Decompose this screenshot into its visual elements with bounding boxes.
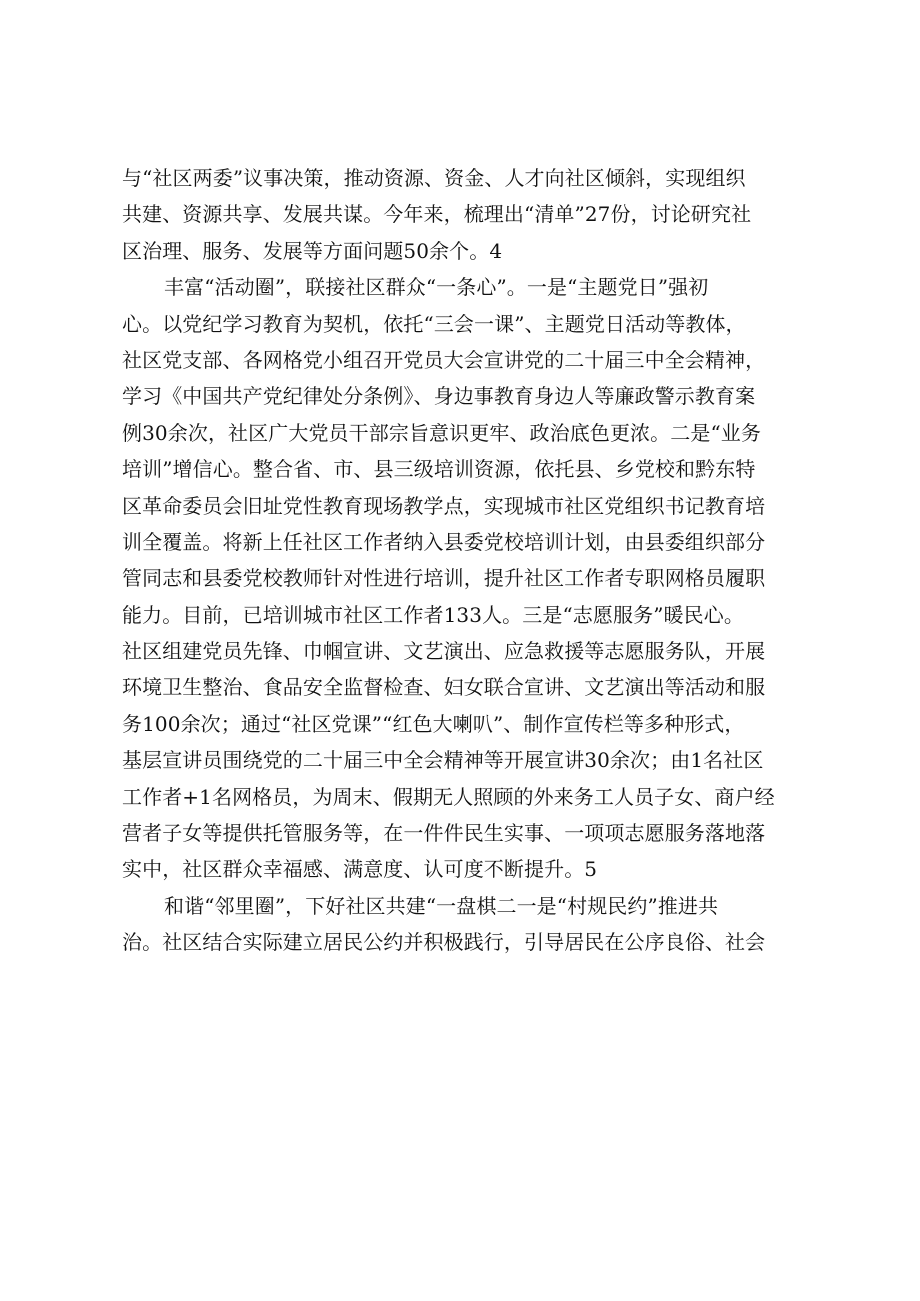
text-line: 区革命委员会旧址党性教育现场教学点，实现城市社区党组织书记教育培 [122,493,766,518]
text-line: 能力。目前，已培训城市社区工作者133人。三是“志愿服务”暖民心。 [122,602,744,627]
text-line: 营者子女等提供托管服务等，在一件件民生实事、一项项志愿服务落地落 [122,821,766,846]
paragraph-start-line: 丰富“活动圈”，联接社区群众“一条心”。一是“主题党日”强初 [164,275,709,300]
text-line: 与“社区两委”议事决策，推动资源、资金、人才向社区倾斜，实现组织 [122,166,746,190]
text-line: 学习《中国共产党纪律处分条例》、身边事教育身边人等廉政警示教育案 [122,384,756,409]
text-line: 社区党支部、各网格党小组召开党员大会宣讲党的二十届三中全会精神， [122,347,766,372]
text-line: 培训”增信心。整合省、市、县三级培训资源，依托县、乡党校和黔东特 [122,457,756,482]
text-line: 实中，社区群众幸福感、满意度、认可度不断提升。5 [122,857,598,882]
paragraph-start-line: 和谐“邻里圈”，下好社区共建“一盘棋二一是“村规民约”推进共 [164,893,719,918]
text-line: 区治理、服务、发展等方面问题50余个。4 [122,238,503,263]
text-line: 管同志和县委党校教师针对性进行培训，提升社区工作者专职网格员履职 [122,566,766,591]
body-text [122,160,812,961]
text-line: 工作者+1名网格员，为周末、假期无人照顾的外来务工人员子女、商户经 [122,784,775,809]
text-line: 环境卫生整治、食品安全监督检查、妇女联合宣讲、文艺演出等活动和服 [122,675,766,700]
text-line: 基层宣讲员围绕党的二十届三中全会精神等开展宣讲30余次；由1名社区 [122,748,764,773]
text-line: 社区组建党员先锋、巾帼宣讲、文艺演出、应急救援等志愿服务队，开展 [122,639,766,664]
text-line: 共建、资源共享、发展共谋。今年来，梳理出“清单”27份，讨论研究社 [122,202,752,227]
text-line: 治。社区结合实际建立居民公约并积极践行，引导居民在公序良俗、社会 [122,930,766,955]
text-line: 务100余次；通过“社区党课”“红色大喇叭”、制作宣传栏等多种形式， [122,711,745,736]
text-line: 例30余次，社区广大党员干部宗旨意识更牢、政治底色更浓。二是“业务 [122,420,761,445]
text-line: 训全覆盖。将新上任社区工作者纳入县委党校培训计划，由县委组织部分 [122,529,766,554]
text-line: 心。以党纪学习教育为契机，依托“三会一课”、主题党日活动等教体， [122,311,746,336]
